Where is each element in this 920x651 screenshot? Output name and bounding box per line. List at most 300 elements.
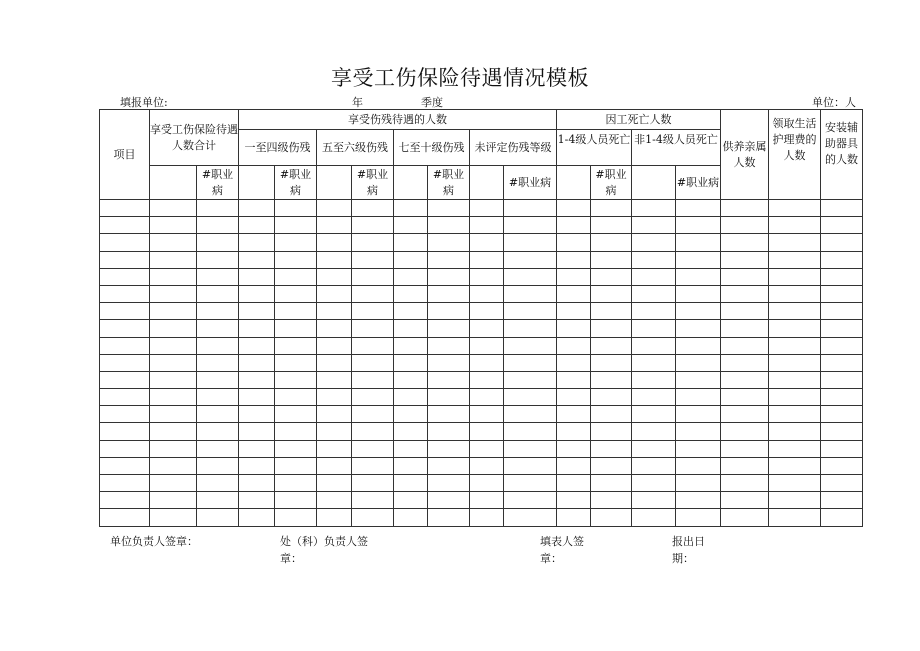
table-cell bbox=[394, 200, 428, 217]
table-cell bbox=[557, 234, 591, 251]
grade-7-10-header: 七至十级伤残 bbox=[394, 130, 470, 166]
table-cell bbox=[504, 200, 557, 217]
table-cell bbox=[632, 303, 676, 320]
table-cell bbox=[821, 217, 863, 234]
table-cell bbox=[317, 389, 352, 406]
table-cell bbox=[197, 200, 239, 217]
table-cell bbox=[676, 509, 721, 526]
table-cell bbox=[591, 406, 632, 423]
table-cell bbox=[470, 217, 504, 234]
table-cell bbox=[504, 371, 557, 388]
table-cell bbox=[197, 389, 239, 406]
table-cell bbox=[317, 406, 352, 423]
table-row bbox=[100, 354, 863, 371]
table-cell bbox=[150, 285, 197, 302]
table-cell bbox=[150, 337, 197, 354]
table-cell bbox=[676, 354, 721, 371]
table-cell bbox=[239, 354, 275, 371]
table-cell bbox=[428, 200, 470, 217]
table-cell bbox=[394, 285, 428, 302]
table-cell bbox=[317, 285, 352, 302]
table-cell bbox=[394, 440, 428, 457]
table-cell bbox=[150, 234, 197, 251]
table-cell bbox=[239, 251, 275, 268]
table-cell bbox=[632, 200, 676, 217]
table-cell bbox=[821, 268, 863, 285]
table-cell bbox=[428, 285, 470, 302]
table-cell bbox=[769, 371, 821, 388]
table-cell bbox=[632, 440, 676, 457]
table-cell bbox=[721, 475, 769, 492]
table-row bbox=[100, 423, 863, 440]
table-cell bbox=[591, 320, 632, 337]
table-cell bbox=[239, 389, 275, 406]
table-cell bbox=[197, 371, 239, 388]
table-cell bbox=[197, 440, 239, 457]
table-cell bbox=[394, 492, 428, 509]
table-cell bbox=[394, 303, 428, 320]
table-cell bbox=[352, 440, 394, 457]
table-cell bbox=[557, 371, 591, 388]
table-cell bbox=[470, 457, 504, 474]
table-cell bbox=[428, 475, 470, 492]
table-cell bbox=[470, 492, 504, 509]
table-cell bbox=[676, 457, 721, 474]
table-cell bbox=[591, 475, 632, 492]
table-cell bbox=[676, 440, 721, 457]
table-cell bbox=[100, 492, 150, 509]
table-cell bbox=[197, 509, 239, 526]
table-cell bbox=[676, 268, 721, 285]
table-cell bbox=[352, 509, 394, 526]
table-cell bbox=[632, 371, 676, 388]
table-cell bbox=[100, 303, 150, 320]
dependents-header: 供养亲属人数 bbox=[721, 110, 769, 200]
table-cell bbox=[150, 320, 197, 337]
table-cell bbox=[317, 457, 352, 474]
table-cell bbox=[591, 440, 632, 457]
table-cell bbox=[821, 389, 863, 406]
table-row bbox=[100, 251, 863, 268]
table-cell bbox=[150, 475, 197, 492]
table-cell bbox=[676, 251, 721, 268]
table-cell bbox=[504, 337, 557, 354]
table-cell bbox=[150, 268, 197, 285]
table-cell bbox=[394, 406, 428, 423]
table-cell bbox=[394, 268, 428, 285]
table-cell bbox=[632, 320, 676, 337]
table-cell bbox=[676, 423, 721, 440]
table-cell bbox=[428, 234, 470, 251]
table-cell bbox=[428, 217, 470, 234]
table-cell bbox=[504, 251, 557, 268]
table-cell bbox=[632, 389, 676, 406]
table-cell bbox=[197, 492, 239, 509]
table-cell bbox=[769, 389, 821, 406]
table-cell bbox=[394, 475, 428, 492]
table-cell bbox=[769, 200, 821, 217]
table-cell bbox=[676, 217, 721, 234]
table-cell bbox=[470, 320, 504, 337]
table-cell bbox=[275, 457, 317, 474]
table-cell bbox=[150, 303, 197, 320]
table-cell bbox=[632, 406, 676, 423]
table-cell bbox=[275, 251, 317, 268]
table-cell bbox=[428, 303, 470, 320]
table-cell bbox=[504, 457, 557, 474]
table-cell bbox=[352, 217, 394, 234]
table-row bbox=[100, 509, 863, 526]
occupational-disease-label: #职业病 bbox=[275, 166, 317, 200]
table-cell bbox=[100, 457, 150, 474]
table-cell bbox=[769, 509, 821, 526]
table-cell bbox=[504, 509, 557, 526]
table-cell bbox=[394, 320, 428, 337]
table-cell bbox=[769, 406, 821, 423]
occupational-disease-label: #职业病 bbox=[504, 166, 557, 200]
col-total-header: 享受工伤保险待遇人数合计 bbox=[150, 110, 239, 166]
table-cell bbox=[504, 492, 557, 509]
table-cell bbox=[821, 234, 863, 251]
table-cell bbox=[557, 475, 591, 492]
table-cell bbox=[821, 320, 863, 337]
table-cell bbox=[721, 200, 769, 217]
table-cell bbox=[197, 217, 239, 234]
table-cell bbox=[150, 423, 197, 440]
table-cell bbox=[352, 475, 394, 492]
table-cell bbox=[317, 303, 352, 320]
table-cell bbox=[769, 475, 821, 492]
table-cell bbox=[721, 268, 769, 285]
table-cell bbox=[504, 268, 557, 285]
table-cell bbox=[394, 354, 428, 371]
filler-signature: 填表人签章： bbox=[540, 535, 584, 565]
table-cell bbox=[352, 285, 394, 302]
table-cell bbox=[821, 337, 863, 354]
table-cell bbox=[632, 423, 676, 440]
table-cell bbox=[275, 389, 317, 406]
table-row bbox=[100, 406, 863, 423]
table-cell bbox=[150, 217, 197, 234]
table-cell bbox=[100, 251, 150, 268]
table-cell bbox=[591, 423, 632, 440]
table-cell bbox=[676, 200, 721, 217]
table-body bbox=[100, 200, 863, 527]
table-cell bbox=[504, 406, 557, 423]
table-cell bbox=[150, 457, 197, 474]
table-cell bbox=[275, 509, 317, 526]
table-cell bbox=[470, 406, 504, 423]
table-cell bbox=[470, 303, 504, 320]
table-cell bbox=[100, 440, 150, 457]
table-cell bbox=[352, 371, 394, 388]
table-cell bbox=[821, 371, 863, 388]
table-cell bbox=[504, 320, 557, 337]
table-row bbox=[100, 371, 863, 388]
table-cell bbox=[197, 475, 239, 492]
table-cell bbox=[721, 251, 769, 268]
table-cell bbox=[394, 234, 428, 251]
table-cell bbox=[150, 371, 197, 388]
table-cell bbox=[591, 217, 632, 234]
table-cell bbox=[504, 389, 557, 406]
table-cell bbox=[275, 200, 317, 217]
table-cell bbox=[239, 268, 275, 285]
table-cell bbox=[721, 303, 769, 320]
table-cell bbox=[394, 509, 428, 526]
table-cell bbox=[470, 234, 504, 251]
table-cell bbox=[394, 457, 428, 474]
table-cell bbox=[591, 337, 632, 354]
table-cell bbox=[721, 492, 769, 509]
table-cell bbox=[100, 389, 150, 406]
table-cell bbox=[352, 389, 394, 406]
table-cell bbox=[591, 268, 632, 285]
table-cell bbox=[317, 475, 352, 492]
table-row bbox=[100, 457, 863, 474]
table-row bbox=[100, 320, 863, 337]
table-cell bbox=[504, 475, 557, 492]
table-cell bbox=[352, 268, 394, 285]
table-cell bbox=[721, 217, 769, 234]
table-cell bbox=[769, 354, 821, 371]
benefits-table bbox=[99, 109, 863, 527]
table-cell bbox=[557, 389, 591, 406]
table-row bbox=[100, 217, 863, 234]
death-group-header: 因工死亡人数 bbox=[557, 110, 721, 130]
table-cell bbox=[352, 200, 394, 217]
table-cell bbox=[150, 251, 197, 268]
table-cell bbox=[100, 371, 150, 388]
table-cell bbox=[428, 371, 470, 388]
table-cell bbox=[317, 337, 352, 354]
table-cell bbox=[100, 337, 150, 354]
table-cell bbox=[428, 457, 470, 474]
table-cell bbox=[317, 234, 352, 251]
table-cell bbox=[150, 440, 197, 457]
table-row bbox=[100, 303, 863, 320]
table-row bbox=[100, 440, 863, 457]
table-cell bbox=[352, 406, 394, 423]
table-cell bbox=[239, 406, 275, 423]
table-cell bbox=[317, 371, 352, 388]
table-cell bbox=[394, 371, 428, 388]
table-cell bbox=[150, 200, 197, 217]
table-cell bbox=[632, 234, 676, 251]
table-cell bbox=[721, 354, 769, 371]
table-cell bbox=[197, 337, 239, 354]
table-cell bbox=[100, 234, 150, 251]
table-row bbox=[100, 475, 863, 492]
table-cell bbox=[428, 337, 470, 354]
table-cell bbox=[676, 303, 721, 320]
table-cell bbox=[821, 303, 863, 320]
table-cell bbox=[591, 303, 632, 320]
table-cell bbox=[197, 285, 239, 302]
table-cell bbox=[428, 509, 470, 526]
table-cell bbox=[821, 440, 863, 457]
table-cell bbox=[632, 475, 676, 492]
table-cell bbox=[591, 354, 632, 371]
table-cell bbox=[470, 440, 504, 457]
table-cell bbox=[821, 492, 863, 509]
table-cell bbox=[317, 492, 352, 509]
table-cell bbox=[676, 389, 721, 406]
table-cell bbox=[821, 423, 863, 440]
table-cell bbox=[721, 440, 769, 457]
table-cell bbox=[100, 475, 150, 492]
table-cell bbox=[239, 509, 275, 526]
table-cell bbox=[504, 234, 557, 251]
table-cell bbox=[100, 423, 150, 440]
table-cell bbox=[557, 354, 591, 371]
table-cell bbox=[504, 285, 557, 302]
table-cell bbox=[721, 337, 769, 354]
table-cell bbox=[239, 492, 275, 509]
table-cell bbox=[317, 251, 352, 268]
table-cell bbox=[275, 234, 317, 251]
table-cell bbox=[676, 492, 721, 509]
table-cell bbox=[591, 200, 632, 217]
table-cell bbox=[821, 354, 863, 371]
table-cell bbox=[769, 285, 821, 302]
table-cell bbox=[239, 234, 275, 251]
table-cell bbox=[632, 268, 676, 285]
nursing-fee-header: 领取生活护理费的人数 bbox=[769, 110, 821, 200]
table-cell bbox=[317, 354, 352, 371]
table-cell bbox=[557, 440, 591, 457]
table-cell bbox=[352, 234, 394, 251]
table-cell bbox=[769, 251, 821, 268]
dept-head-signature: 处（科）负责人签章： bbox=[280, 535, 368, 565]
grade-5-6-header: 五至六级伤残 bbox=[317, 130, 394, 166]
table-cell bbox=[394, 423, 428, 440]
occupational-disease-label: #职业病 bbox=[591, 166, 632, 200]
table-cell bbox=[352, 320, 394, 337]
table-cell bbox=[275, 217, 317, 234]
table-cell bbox=[676, 406, 721, 423]
table-cell bbox=[591, 251, 632, 268]
table-cell bbox=[470, 389, 504, 406]
table-cell bbox=[557, 285, 591, 302]
table-cell bbox=[470, 337, 504, 354]
table-cell bbox=[721, 285, 769, 302]
table-cell bbox=[721, 371, 769, 388]
table-cell bbox=[239, 303, 275, 320]
table-cell bbox=[504, 423, 557, 440]
table-cell bbox=[317, 440, 352, 457]
table-cell bbox=[100, 217, 150, 234]
reporting-unit-label: 填报单位: bbox=[120, 96, 168, 109]
death-1-4-header: 1-4级人员死亡 bbox=[557, 130, 632, 166]
table-cell bbox=[721, 320, 769, 337]
table-cell bbox=[352, 457, 394, 474]
table-cell bbox=[769, 492, 821, 509]
table-cell bbox=[275, 337, 317, 354]
table-cell bbox=[632, 217, 676, 234]
table-cell bbox=[821, 475, 863, 492]
table-cell bbox=[100, 285, 150, 302]
injury-group-header: 享受伤残待遇的人数 bbox=[239, 110, 557, 130]
table-row bbox=[100, 337, 863, 354]
table-cell bbox=[317, 509, 352, 526]
table-cell bbox=[470, 268, 504, 285]
table-cell bbox=[352, 303, 394, 320]
table-row bbox=[100, 234, 863, 251]
table-cell bbox=[557, 303, 591, 320]
table-cell bbox=[557, 492, 591, 509]
table-cell bbox=[470, 371, 504, 388]
quarter-label: 季度 bbox=[421, 96, 443, 109]
table-cell bbox=[504, 303, 557, 320]
table-cell bbox=[591, 371, 632, 388]
table-cell bbox=[352, 492, 394, 509]
table-cell bbox=[428, 440, 470, 457]
table-cell bbox=[275, 268, 317, 285]
table-cell bbox=[317, 268, 352, 285]
table-cell bbox=[197, 354, 239, 371]
table-cell bbox=[721, 234, 769, 251]
table-cell bbox=[394, 251, 428, 268]
table-cell bbox=[239, 423, 275, 440]
table-cell bbox=[428, 492, 470, 509]
table-cell bbox=[557, 457, 591, 474]
table-cell bbox=[769, 423, 821, 440]
table-cell bbox=[821, 457, 863, 474]
table-cell bbox=[428, 268, 470, 285]
table-cell bbox=[821, 406, 863, 423]
table-cell bbox=[676, 320, 721, 337]
table-cell bbox=[352, 251, 394, 268]
table-cell bbox=[557, 251, 591, 268]
table-cell bbox=[557, 200, 591, 217]
table-cell bbox=[676, 285, 721, 302]
table-cell bbox=[470, 200, 504, 217]
table-cell bbox=[150, 406, 197, 423]
table-cell bbox=[150, 389, 197, 406]
table-cell bbox=[275, 320, 317, 337]
report-date: 报出日期： bbox=[672, 535, 705, 565]
unrated-header: 未评定伤残等级 bbox=[470, 130, 557, 166]
table-cell bbox=[821, 509, 863, 526]
table-cell bbox=[676, 475, 721, 492]
table-cell bbox=[100, 320, 150, 337]
table-cell bbox=[721, 457, 769, 474]
table-cell bbox=[428, 389, 470, 406]
table-cell bbox=[591, 492, 632, 509]
table-cell bbox=[504, 354, 557, 371]
occupational-disease-label: #职业病 bbox=[352, 166, 394, 200]
table-cell bbox=[239, 320, 275, 337]
table-cell bbox=[632, 251, 676, 268]
table-cell bbox=[557, 509, 591, 526]
occupational-disease-label: #职业病 bbox=[197, 166, 239, 200]
table-cell bbox=[769, 457, 821, 474]
table-cell bbox=[504, 440, 557, 457]
unit-of-measure: 单位：人 bbox=[812, 96, 856, 109]
table-cell bbox=[394, 217, 428, 234]
table-cell bbox=[428, 406, 470, 423]
table-cell bbox=[632, 457, 676, 474]
table-cell bbox=[632, 337, 676, 354]
table-cell bbox=[394, 389, 428, 406]
table-cell bbox=[470, 354, 504, 371]
table-cell bbox=[632, 509, 676, 526]
table-cell bbox=[100, 200, 150, 217]
table-cell bbox=[239, 475, 275, 492]
table-cell bbox=[394, 337, 428, 354]
table-cell bbox=[100, 268, 150, 285]
